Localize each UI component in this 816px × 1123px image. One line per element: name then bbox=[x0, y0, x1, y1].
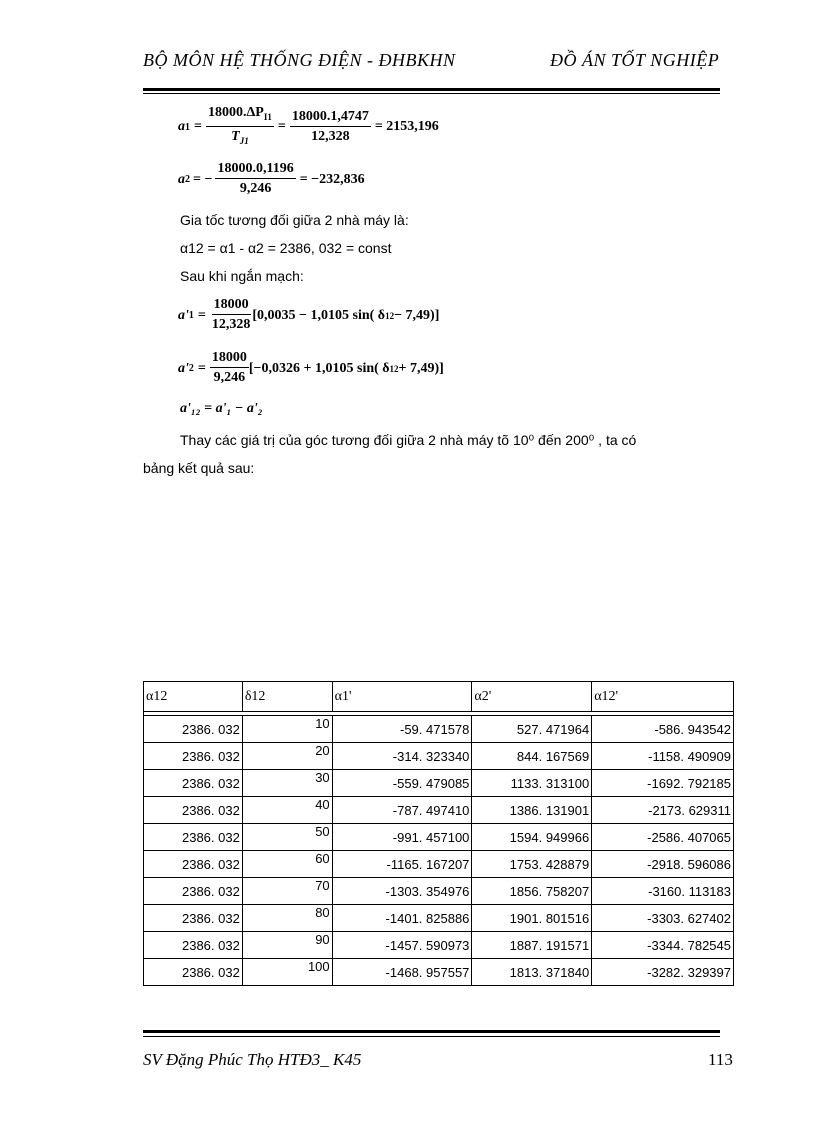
header-alpha2-prime: α2' bbox=[472, 682, 592, 712]
header-alpha12: α12 bbox=[144, 682, 243, 712]
fraction-a1-prime: $\frac{18000}{12,328}$ bbox=[211, 297, 251, 332]
table-row: 2386. 032 50 -991. 457100 1594. 949966 -2586. 407065 bbox=[144, 824, 734, 851]
header-rule-thick bbox=[143, 88, 720, 91]
table-row: 2386. 032 90 -1457. 590973 1887. 191571 -3344. 782545 bbox=[144, 932, 734, 959]
table-row: 2386. 032 80 -1401. 825886 1901. 801516 -3303. 627402 bbox=[144, 905, 734, 932]
table-row: 2386. 032 30 -559. 479085 1133. 313100 -1692. 792185 bbox=[144, 770, 734, 797]
header-alpha12-prime: α12' bbox=[592, 682, 734, 712]
equation-a12-prime: a'₁₂ = a'₁ − a'₂ bbox=[180, 401, 263, 416]
page-number: 113 bbox=[708, 1050, 733, 1069]
table-row: 2386. 032 10 -59. 471578 527. 471964 -586. 943542 bbox=[144, 716, 734, 743]
equation-a2-prime: a' 2 = $\frac{18000}{9,246}$ [−0,0326 + 1,0105 sin( δ 12 + 7,49)] bbox=[178, 349, 444, 388]
results-table bbox=[143, 681, 734, 986]
footer-author: SV Đặng Phúc Thọ HTĐ3_ K45 bbox=[143, 1050, 362, 1069]
table-header-row bbox=[144, 682, 734, 712]
fraction-a2-prime: $\frac{18000}{9,246}$ bbox=[211, 350, 247, 385]
header-left: BỘ MÔN HỆ THỐNG ĐIỆN - ĐHBKHN bbox=[143, 50, 456, 70]
text-line-accel: Gia tốc tương đối giữa 2 nhà máy là: bbox=[180, 212, 409, 228]
footer-rule-thin bbox=[143, 1036, 720, 1037]
footer-rule-thick bbox=[143, 1030, 720, 1033]
fraction-a1-1: $\frac{18000.\Delta P_{I1}}{T_{J1}}$ bbox=[207, 105, 272, 146]
equation-a1: a 1 = $\frac{18000.\Delta P_{I1}}{T_{J1}}$ = $\frac{18000.1,4747}{12,328}$ = 2153,196 bbox=[178, 104, 439, 151]
equation-a2: a 2 = − $\frac{18000.0,1196}{9,246}$ = −232,836 bbox=[178, 160, 365, 199]
table-row: 2386. 032 40 -787. 497410 1386. 131901 -2173. 629311 bbox=[144, 797, 734, 824]
table-row: 2386. 032 70 -1303. 354976 1856. 758207 -3160. 113183 bbox=[144, 878, 734, 905]
text-paragraph-bang: bảng kết quả sau: bbox=[143, 460, 255, 476]
accel-equation: α12 = α1 - α2 = 2386, 032 = const bbox=[180, 240, 392, 256]
text-line-after-fault: Sau khi ngắn mạch: bbox=[180, 268, 304, 284]
header-rule-thin bbox=[143, 93, 720, 94]
equation-a1-prime: a' 1 = $\frac{18000}{12,328}$ [0,0035 − 1,0105 sin( δ 12 − 7,49)] bbox=[178, 296, 439, 335]
fraction-a1-2: $\frac{18000.1,4747}{12,328}$ bbox=[291, 108, 369, 144]
header-alpha1-prime: α1' bbox=[332, 682, 472, 712]
table-row: 2386. 032 100 -1468. 957557 1813. 371840 -3282. 329397 bbox=[144, 959, 734, 986]
text-paragraph-thay: Thay các giá trị của góc tương đối giữa 2 nhà máy tõ 10⁰ đến 200⁰ , ta có bbox=[180, 432, 637, 448]
header-delta12: δ12 bbox=[242, 682, 332, 712]
header-right: ĐỒ ÁN TỐT NGHIỆP bbox=[550, 50, 720, 70]
fraction-a2: $\frac{18000.0,1196}{9,246}$ bbox=[217, 161, 294, 196]
table-row: 2386. 032 20 -314. 323340 844. 167569 -1158. 490909 bbox=[144, 743, 734, 770]
table-row: 2386. 032 60 -1165. 167207 1753. 428879 -2918. 596086 bbox=[144, 851, 734, 878]
